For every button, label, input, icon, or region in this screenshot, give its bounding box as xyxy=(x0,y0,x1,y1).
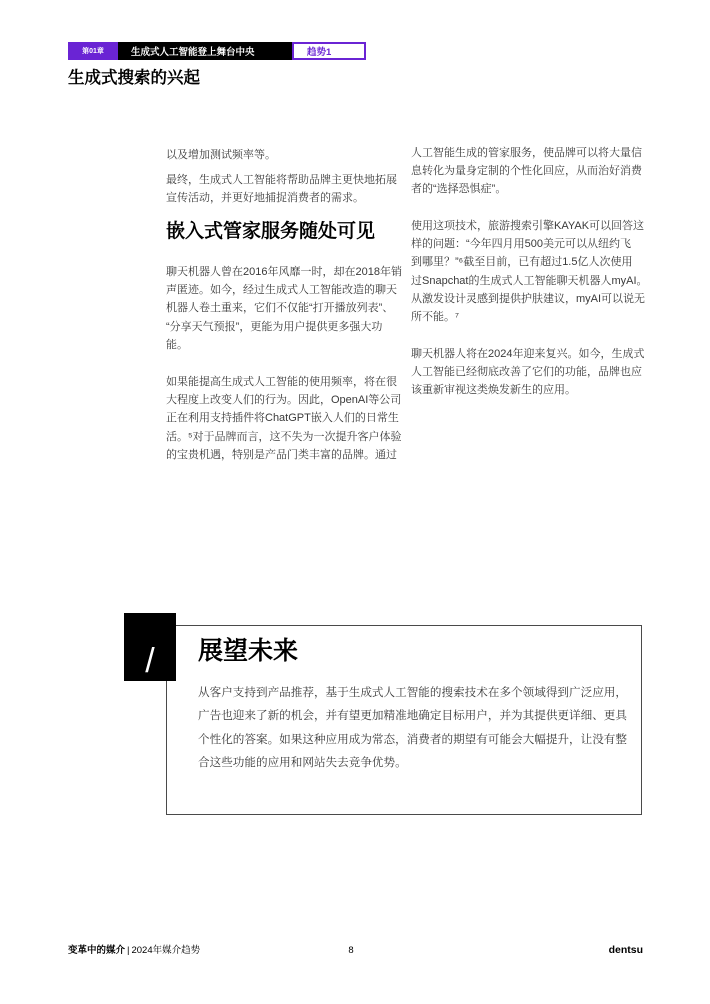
text-line: 大程度上改变人们的行为。因此，OpenAI等公司 xyxy=(166,394,402,407)
chapter-title: 生成式人工智能登上舞台中央 xyxy=(118,42,292,60)
right-revival-paragraph xyxy=(411,345,644,400)
text-line: 到哪里？”⁶截至目前，已有超过1.5亿人次使用 xyxy=(411,256,633,269)
right-concierge-paragraph xyxy=(411,144,642,199)
text-line: 该重新审视这类焕发新生的应用。 xyxy=(411,384,576,397)
chapter-label: 第01章 xyxy=(68,42,118,60)
footer-publication xyxy=(68,944,200,958)
chapter-header xyxy=(68,42,366,60)
text-line: “分享天气预报”，更能为用户提供更多强大功 xyxy=(166,320,383,333)
text-line: 从客户支持到产品推荐，基于生成式人工智能的搜索技术在多个领域得到广泛应用， xyxy=(198,686,627,699)
brand-logo: dentsu xyxy=(608,944,643,956)
text-line: 从激发设计灵感到提供护肤建议，myAI可以说无 xyxy=(411,292,646,305)
left-closing-paragraph xyxy=(166,171,397,207)
text-line: 人工智能生成的管家服务，使品牌可以将大量信 xyxy=(411,147,642,159)
text-line: 聊天机器人曾在2016年风靡一时，却在2018年销 xyxy=(166,266,402,278)
text-line: 使用这项技术，旅游搜索引擎KAYAK可以回答这 xyxy=(411,220,645,232)
text-line: 聊天机器人将在2024年迎来复兴。如今，生成式 xyxy=(411,348,645,360)
left-usage-paragraph xyxy=(166,373,402,464)
text-line: 机器人卷土重来，它们不仅能“打开播放列表”、 xyxy=(166,302,394,315)
outlook-heading: 展望未来 xyxy=(198,637,299,665)
text-line: 样的问题：“今年四月用500美元可以从纽约飞 xyxy=(411,238,632,251)
text-line: 最终，生成式人工智能将帮助品牌主更快地拓展 xyxy=(166,174,397,186)
text-line: 以及增加测试频率等。 xyxy=(166,149,276,161)
outlook-paragraph xyxy=(198,681,627,775)
text-line: 过Snapchat的生成式人工智能聊天机器人myAI。 xyxy=(411,274,648,287)
left-intro-paragraph xyxy=(166,146,276,164)
text-line: 活。⁵对于品牌而言，这不失为一次提升客户体验 xyxy=(166,430,402,443)
text-line: 个性化的答案。如果这种应用成为常态，消费者的期望有可能会大幅提升，让没有整 xyxy=(198,732,627,746)
text-line: 广告也迎来了新的机会，并有望更加精准地确定目标用户，并为其提供更详细、更具 xyxy=(198,709,627,723)
text-line: 宣传活动，并更好地捕捉消费者的需求。 xyxy=(166,192,364,205)
text-line: 息转化为量身定制的个性化回应，从而治好消费 xyxy=(411,165,642,178)
report-title: 2024年媒介趋势 xyxy=(131,945,201,956)
text-line: 合这些功能的应用和网站失去竞争优势。 xyxy=(198,756,407,770)
page-number: 8 xyxy=(348,945,354,956)
section-heading: 嵌入式管家服务随处可见 xyxy=(166,221,376,242)
text-line: 的宝贵机遇，特别是产品门类丰富的品牌。通过 xyxy=(166,448,397,461)
trend-label: 趋势1 xyxy=(292,42,366,60)
text-line: 人工智能已经彻底改善了它们的功能，品牌也应 xyxy=(411,366,642,379)
text-line: 所不能。⁷ xyxy=(411,311,459,324)
footer-separator: | xyxy=(127,945,130,956)
text-line: 如果能提高生成式人工智能的使用频率，将在很 xyxy=(166,376,397,388)
callout-marker xyxy=(124,613,176,681)
slash-icon: / xyxy=(145,642,155,680)
text-line: 者的“选择恐惧症”。 xyxy=(411,183,507,196)
publication-name: 变革中的媒介 xyxy=(68,945,126,956)
text-line: 正在利用支持插件将ChatGPT嵌入人们的日常生 xyxy=(166,412,399,425)
text-line: 能。 xyxy=(166,338,188,351)
text-line: 声匿迹。如今，经过生成式人工智能改造的聊天 xyxy=(166,284,397,297)
page-title: 生成式搜索的兴起 xyxy=(68,69,200,87)
right-kayak-paragraph xyxy=(411,217,648,326)
left-chatbot-paragraph xyxy=(166,263,402,354)
